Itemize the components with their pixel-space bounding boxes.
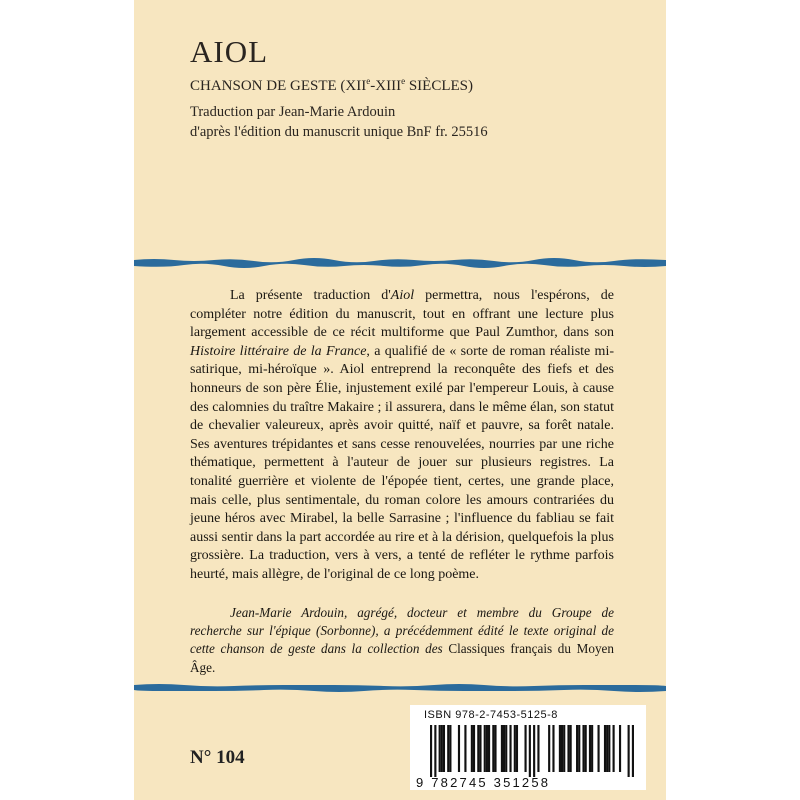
barcode-bar (524, 725, 526, 772)
barcode-bar (479, 725, 481, 772)
barcode-bar (439, 725, 441, 772)
barcode-digits: 9 782745 351258 (416, 775, 551, 790)
barcode-bar (488, 725, 490, 772)
barcode-bar (608, 725, 610, 772)
author-bio (190, 604, 614, 677)
barcode-bar (597, 725, 599, 772)
barcode-bars (430, 725, 634, 777)
barcode-bar (486, 725, 488, 772)
credit-line-edition: d'après l'édition du manuscrit unique BnF fr. 25516 (190, 124, 488, 140)
isbn-label: ISBN 978-2-7453-5125-8 (424, 709, 558, 721)
barcode-bar (516, 725, 518, 772)
book-subtitle (190, 76, 473, 95)
barcode-bar (552, 725, 554, 772)
barcode-bar (567, 725, 569, 772)
translation-credit (190, 102, 488, 142)
barcode-bar (503, 725, 505, 772)
barcode-bar (529, 725, 531, 777)
century-superscript-1: e (366, 76, 371, 86)
barcode-bar (576, 725, 578, 772)
barcode-bar (434, 725, 436, 777)
barcode-bar (443, 725, 445, 772)
isbn-barcode (410, 705, 646, 790)
decorative-stripe-top (134, 258, 666, 268)
barcode-bar (533, 725, 535, 777)
barcode-bar (537, 725, 539, 772)
barcode-bar (628, 725, 630, 777)
barcode-bar (563, 725, 565, 772)
barcode-bar (606, 725, 608, 772)
barcode-bar (477, 725, 479, 772)
barcode-bar (492, 725, 494, 772)
barcode-bar (484, 725, 486, 772)
bio-text-1: Jean-Marie Ardouin, agrégé, docteur et membre du Groupe de recherche sur l'épique (Sorbonne), a précédemment édité le texte original de cette chanson de geste dans la collection des (190, 605, 614, 657)
barcode-bar (430, 725, 432, 777)
barcode-bar (548, 725, 550, 772)
series-number: N° 104 (190, 747, 245, 768)
blurb-text-3: , a qualifié de « sorte de roman réaliste mi-satirique, mi-héroïque ». Aiol entreprend la reconquête des fiefs et des honneurs de son père Élie, injustement exilé par l'empereur Louis, à cause des calomnies du traître Makaire ; il assurera, dans le même élan, son statut de chevalier valeureux, après avoir quitté, naïf et pauvre, sa forêt natale. Ses aventures trépidantes et sans cesse renouvelées, nourries par une riche thématique, permettent à l'auteur de jouer sur plusieurs registres. La tonalité guerrière et violente de l'épopée tient, certes, une grande place, mais celle, plus sentimentale, du roman colore les amours contrariées du jeune héros avec Mirabel, la belle Sarrasine ; l'influence du fabliau se fait aussi sentir dans la part accordée au rire et à la dérision, quelquefois la plus grossière. La traduction, vers à vers, a tenté de refléter le rythme parfois heurté, mais allègre, de l'original de ce long poème. (190, 343, 614, 582)
barcode-bar (464, 725, 466, 772)
barcode-bar (449, 725, 451, 772)
blurb-text-1: La présente traduction d' (230, 288, 391, 303)
blurb-text-2: permettra, nous l'espérons, de compléter notre édition du manuscrit, tout en offrant une lecture plus largement accessible de ce récit multiforme que Paul Zumthor, dans son (190, 288, 614, 341)
barcode-bar (591, 725, 593, 772)
barcode-bar (505, 725, 507, 772)
bio-collection-name: Classiques français du Moyen Âge (190, 641, 614, 675)
barcode-bar (578, 725, 580, 772)
decorative-stripe-bottom (134, 683, 666, 693)
barcode-bar (561, 725, 563, 772)
blurb-paragraph (190, 287, 614, 585)
century-superscript-2: e (401, 76, 406, 86)
barcode-bar (585, 725, 587, 772)
barcode-bar (458, 725, 460, 772)
barcode-bar (514, 725, 516, 772)
barcode-bar (473, 725, 475, 772)
subtitle-part-c: SIÈCLES) (405, 78, 473, 94)
book-title: AIOL (190, 34, 269, 69)
barcode-bar (441, 725, 443, 772)
subtitle-part-b: -XIII (370, 78, 402, 94)
barcode-bar (501, 725, 503, 772)
barcode-bar (509, 725, 511, 772)
bio-text-2: . (211, 659, 216, 675)
barcode-bar (632, 725, 634, 777)
barcode-bar (589, 725, 591, 772)
barcode-bar (613, 725, 615, 772)
barcode-bar (494, 725, 496, 772)
barcode-bar (604, 725, 606, 772)
blurb-work-italic: Histoire littéraire de la France (190, 343, 367, 359)
barcode-bar (619, 725, 621, 772)
barcode-bar (471, 725, 473, 772)
book-back-cover (134, 0, 666, 800)
barcode-bar (447, 725, 449, 772)
barcode-bar (582, 725, 584, 772)
credit-line-translator: Traduction par Jean-Marie Ardouin (190, 104, 396, 120)
barcode-bar (570, 725, 572, 772)
barcode-bar (559, 725, 561, 772)
subtitle-part-a: CHANSON DE GESTE (XII (190, 78, 367, 94)
blurb-title-italic: Aiol (390, 288, 415, 303)
